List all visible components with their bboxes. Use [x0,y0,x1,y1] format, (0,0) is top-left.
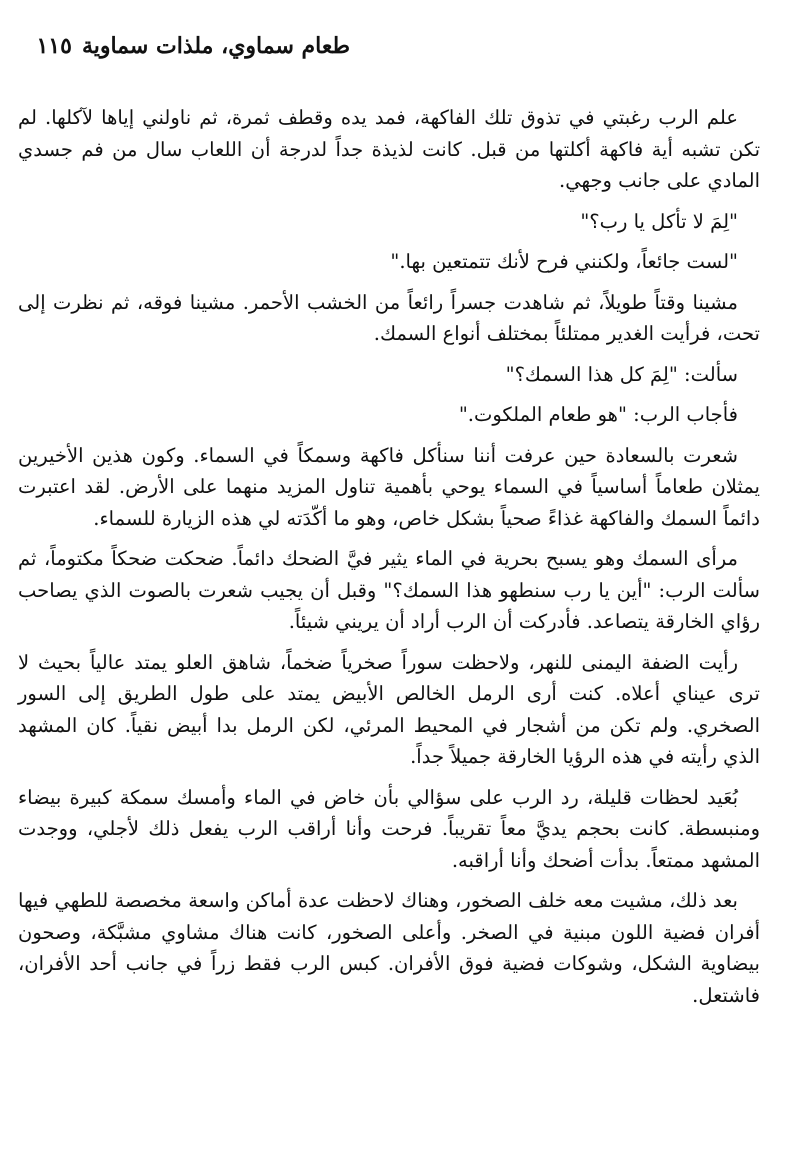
paragraph: علم الرب رغبتي في تذوق تلك الفاكهة، فمد يده وقطف ثمرة، ثم ناولني إياها لآكلها. لم تكن تشبه أية فاكهة أكلتها من قبل. كانت لذيذة جداً لدرجة أن اللعاب سال من فم جسدي المادي على جانب وجهي. [18,106,760,192]
dialogue-line: سألت: "لِمَ كل هذا السمك؟" [505,362,738,386]
page-number: ١١٥ [36,33,72,59]
dialogue-line: "لِمَ لا تأكل يا رب؟" [580,209,738,233]
header-title: طعام سماوي، ملذات سماوية [81,33,350,59]
running-header [18,30,350,62]
paragraph: رأيت الضفة اليمنى للنهر، ولاحظت سوراً صخرياً ضخماً، شاهق العلو يمتد عالياً بحيث لا ترى عيناي أعلاه. كنت أرى الرمل الخالص الأبيض يمتد على طول الطريق إلى السور الصخري. ولم تكن من أشجار في المحيط المرئي، لكن الرمل بدا أبيض نقياً. كان المشهد الذي رأيته في هذه الرؤيا الخارقة جميلاً جداً. [18,650,760,768]
body-text [18,102,760,1011]
paragraph: شعرت بالسعادة حين عرفت أننا سنأكل فاكهة وسمكاً في السماء. وكون هذين الأخيرين يمثلان طعاماً أساسياً في السماء يوحي بأهمية تناول المزيد منهما على الأرض. لقد اعتبرت دائماً السمك والفاكهة غذاءً صحياً بشكل خاص، وهو ما أكّدَته لي هذه الزيارة للسماء. [18,443,760,530]
paragraph: بعد ذلك، مشيت معه خلف الصخور، وهناك لاحظت عدة أماكن واسعة مخصصة للطهي فيها أفران فضية اللون مبنية في الصخر. وأعلى الصخور، كانت هناك مشاوي مشبَّكة، وصحون بيضاوية الشكل، وشوكات فضية فوق الأفران. كبس الرب فقط زراً في جانب أحد الأفران، فاشتعل. [18,889,760,1007]
dialogue-line: فأجاب الرب: "هو طعام الملكوت." [458,403,738,426]
paragraph: مرأى السمك وهو يسبح بحرية في الماء يثير فيَّ الضحك دائماً. ضحكت ضحكاً مكتوماً، ثم سألت الرب: "أين يا رب سنطهو هذا السمك؟" وقبل أن يجيب شعرت بالصوت الذي يصاحب رؤاي الخارقة يتصاعد. فأدركت أن الرب أراد أن يريني شيئاً. [18,547,760,633]
dialogue-line: "لست جائعاً، ولكنني فرح لأنك تتمتعين بها." [390,250,738,273]
paragraph: مشينا وقتاً طويلاً، ثم شاهدت جسراً رائعاً من الخشب الأحمر. مشينا فوقه، ثم نظرت إلى تحت، فرأيت الغدير ممتلئاً بمختلف أنواع السمك. [18,290,760,345]
paragraph: بُعَيد لحظات قليلة، رد الرب على سؤالي بأن خاض في الماء وأمسك سمكة كبيرة بيضاء ومنبسطة. كانت بحجم يديَّ معاً تقريباً. فرحت وأنا أراقب الرب يفعل ذلك لأجلي، ووجدت المشهد ممتعاً. بدأت أضحك وأنا أراقبه. [18,785,760,872]
